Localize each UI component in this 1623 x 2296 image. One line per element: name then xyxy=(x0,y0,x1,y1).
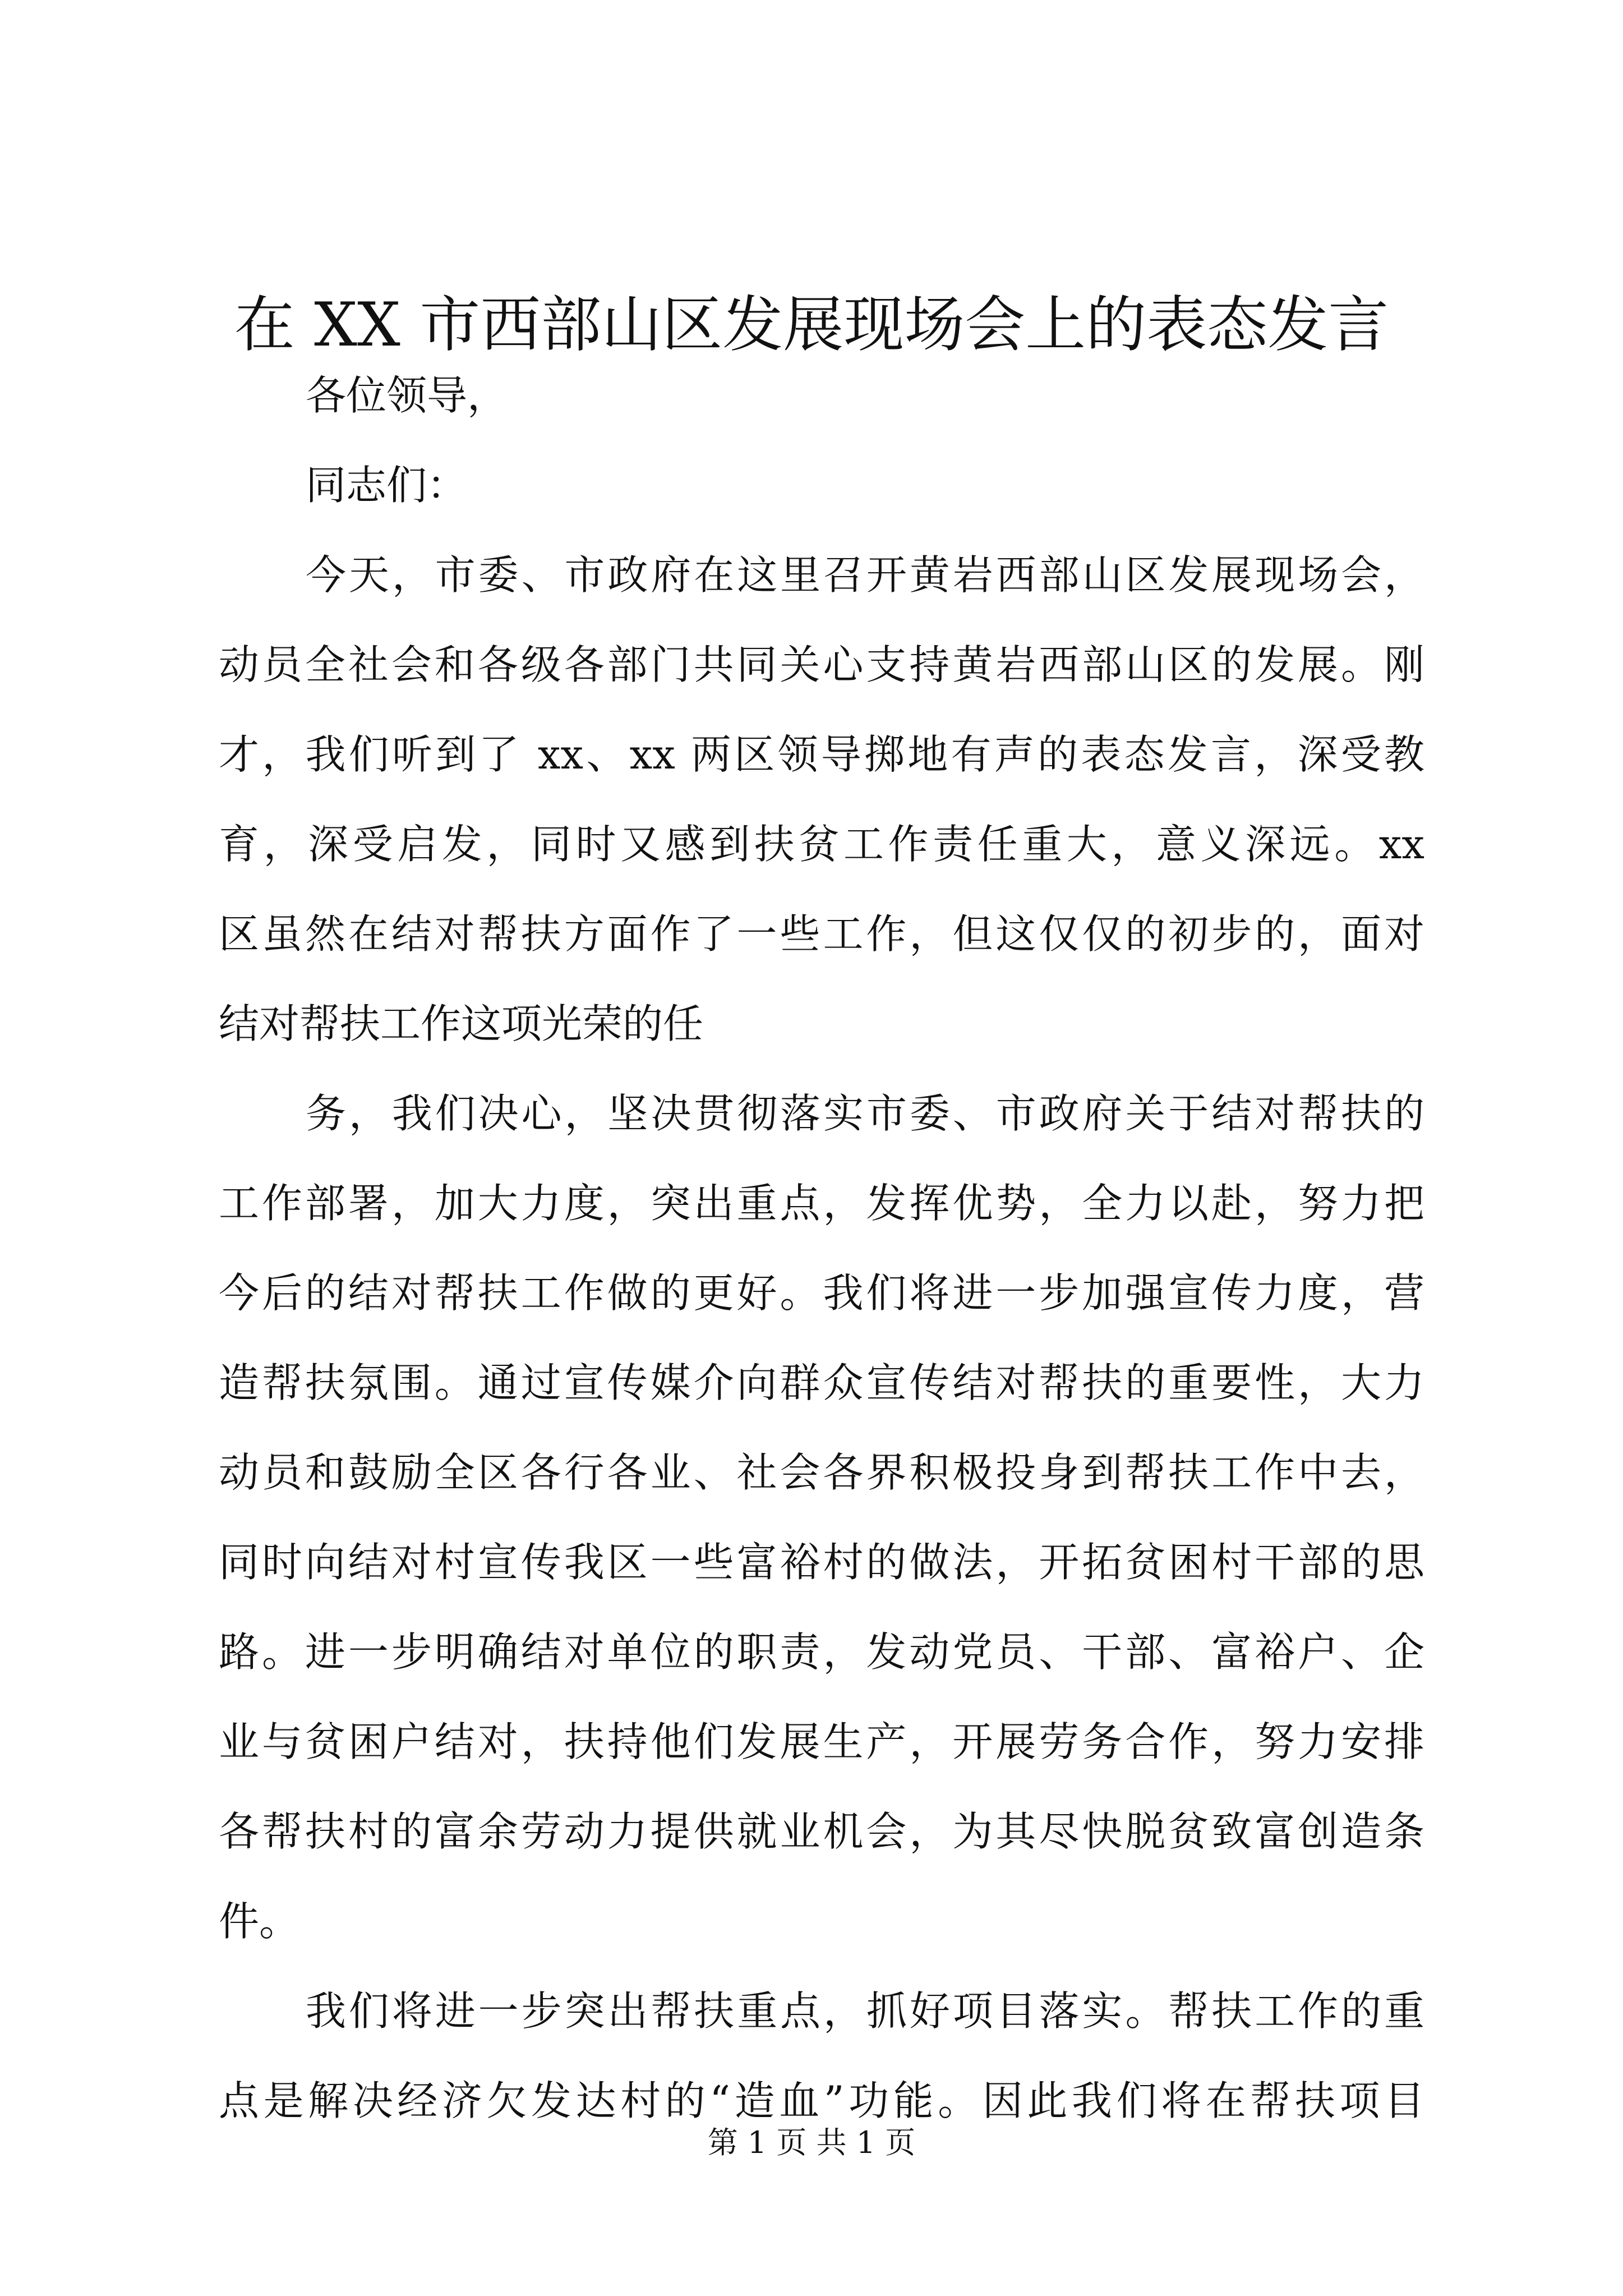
body-line: 动员和鼓励全区各行各业、社会各界积极投身到帮扶工作中去， xyxy=(219,1449,1424,1496)
body-line: 育，深受启发，同时又感到扶贫工作责任重大，意义深远。xx xyxy=(219,821,1424,868)
body-line: 结对帮扶工作这项光荣的任 xyxy=(219,1000,704,1047)
page-number-footer: 第 1 页 共 1 页 xyxy=(707,2125,916,2160)
document-title: 在 XX 市西部山区发展现场会上的表态发言 xyxy=(234,290,1389,360)
body-line: 造帮扶氛围。通过宣传媒介向群众宣传结对帮扶的重要性，大力 xyxy=(219,1359,1424,1406)
body-line: 区虽然在结对帮扶方面作了一些工作，但这仅仅的初步的，面对 xyxy=(219,910,1424,958)
body-line: 件。 xyxy=(219,1898,300,1945)
body-line: 动员全社会和各级各部门共同关心支持黄岩西部山区的发展。刚 xyxy=(219,641,1424,688)
body-line: 各帮扶村的富余劳动力提供就业机会，为其尽快脱贫致富创造条 xyxy=(219,1808,1424,1855)
body-line: 业与贫困户结对，扶持他们发展生产，开展劳务合作，努力安排 xyxy=(219,1718,1424,1765)
salutation-line: 同志们： xyxy=(306,462,468,509)
body-line: 我们将进一步突出帮扶重点，抓好项目落实。帮扶工作的重 xyxy=(306,1987,1424,2035)
salutation-line: 各位领导， xyxy=(306,372,508,419)
body-line: 今天，市委、市政府在这里召开黄岩西部山区发展现场会， xyxy=(306,551,1424,599)
body-line: 才，我们听到了 xx、xx 两区领导掷地有声的表态发言，深受教 xyxy=(219,731,1424,778)
body-line: 同时向结对村宣传我区一些富裕村的做法，开拓贫困村干部的思 xyxy=(219,1539,1424,1586)
body-line: 务，我们决心，坚决贯彻落实市委、市政府关于结对帮扶的 xyxy=(306,1090,1424,1137)
body-line: 工作部署，加大力度，突出重点，发挥优势，全力以赴，努力把 xyxy=(219,1180,1424,1227)
body-line: 路。进一步明确结对单位的职责，发动党员、干部、富裕户、企 xyxy=(219,1628,1424,1676)
body-line: 今后的结对帮扶工作做的更好。我们将进一步加强宣传力度，营 xyxy=(219,1269,1424,1317)
body-line: 点是解决经济欠发达村的“造血”功能。因此我们将在帮扶项目 xyxy=(219,2077,1424,2124)
